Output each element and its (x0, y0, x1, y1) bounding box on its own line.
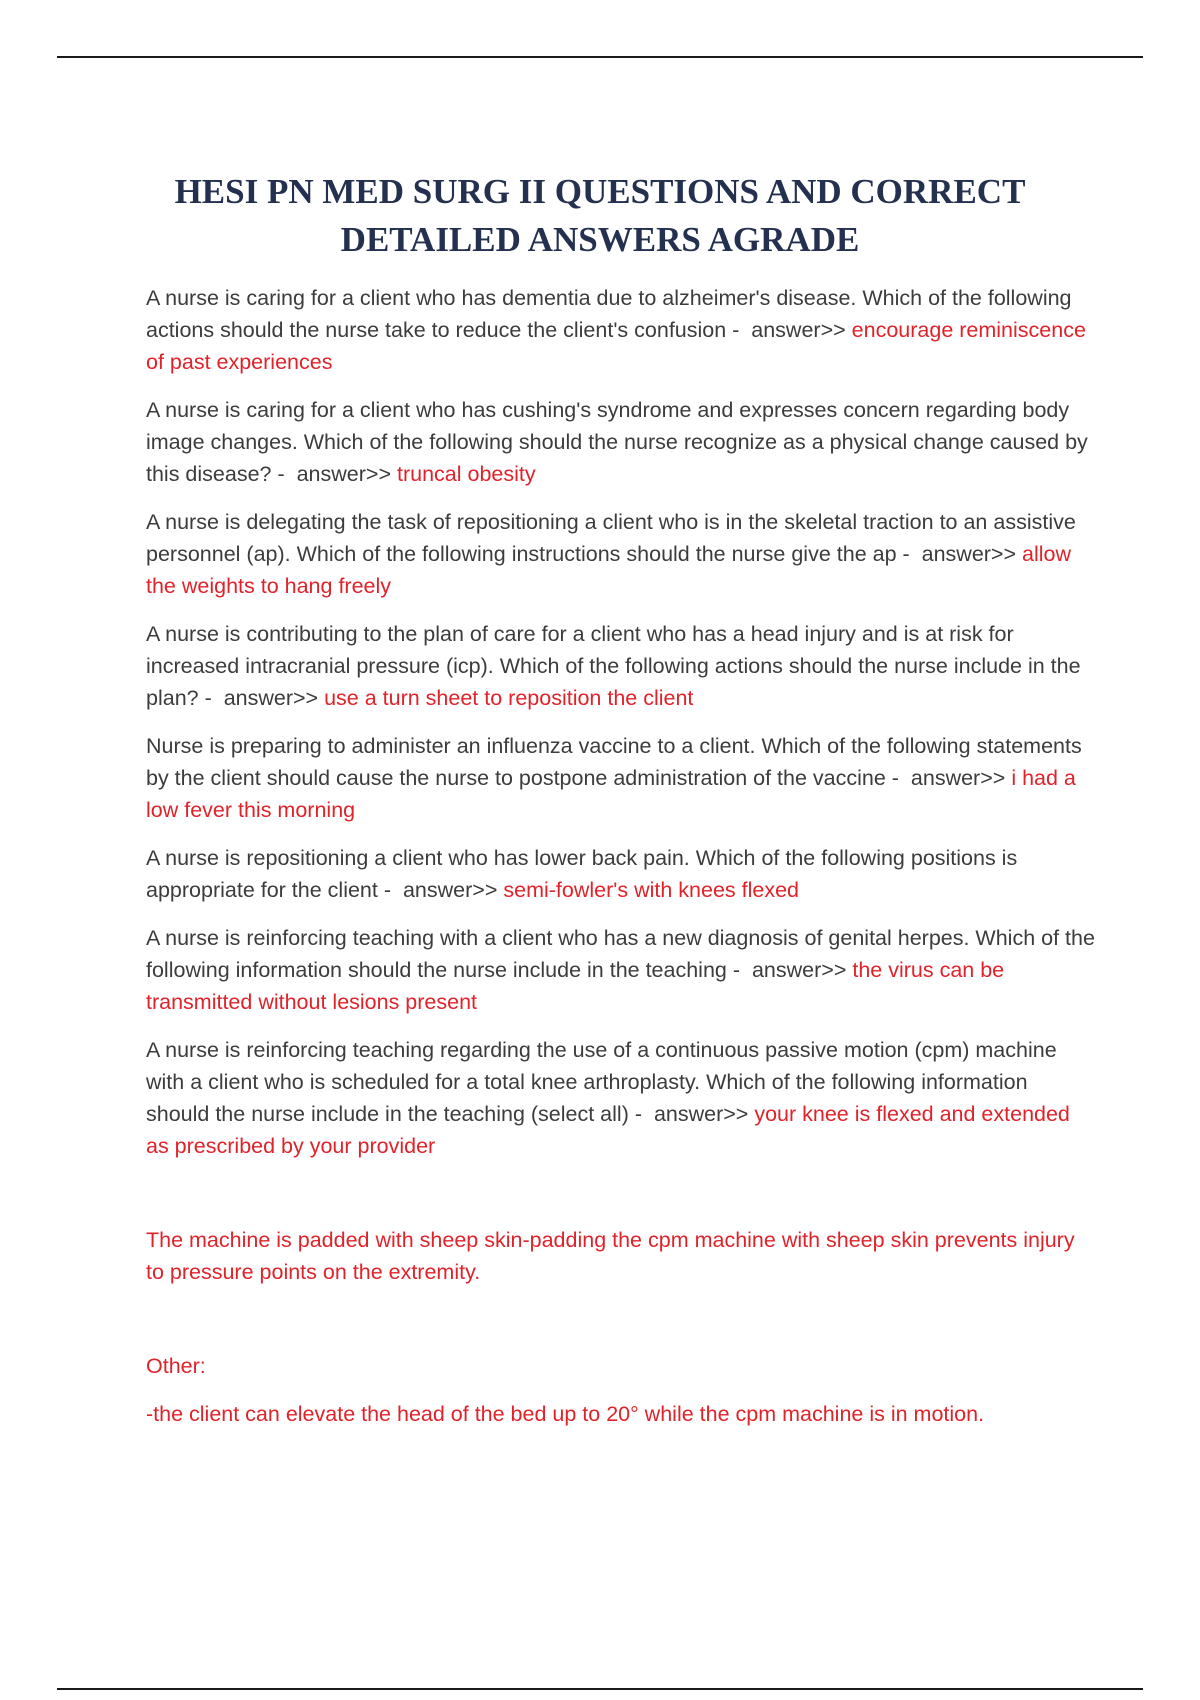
other-label: Other: (146, 1354, 206, 1378)
qa-item-1 (146, 282, 1096, 378)
qa-item-8 (146, 1034, 1096, 1162)
question-text: A nurse is caring for a client who has cushing's syndrome and expresses concern regarding body image changes. Which of the following should the nurse recognize as a physical change caused by this disease? (146, 398, 1088, 486)
question-text: Nurse is preparing to administer an influenza vaccine to a client. Which of the following statements by the client should cause the nurse to postpone administration of the vaccine (146, 734, 1082, 790)
answer-text: the virus can be transmitted without lesions present (146, 958, 1005, 1014)
answer-marker: - answer>> (885, 766, 1012, 790)
answer-marker: - answer>> (628, 1102, 755, 1126)
qa-item-7 (146, 922, 1096, 1018)
answer-marker: - answer>> (198, 686, 325, 710)
answer-text: allow the weights to hang freely (146, 542, 1072, 598)
question-text: A nurse is contributing to the plan of care for a client who has a head injury and is at risk for increased intracranial pressure (icp). Which of the following actions should the nurse include in the plan? (146, 622, 1081, 710)
answer-text: your knee is flexed and extended as prescribed by your provider (146, 1102, 1070, 1158)
answer-text: semi-fowler's with knees flexed (503, 878, 800, 902)
answer-text: use a turn sheet to reposition the client (324, 686, 694, 710)
qa-item-3 (146, 506, 1096, 602)
question-text: A nurse is delegating the task of repositioning a client who is in the skeletal traction to an assistive personnel (ap). Which of the following instructions should the nurse give the ap (146, 510, 1076, 566)
answer-text: encourage reminiscence of past experiences (146, 318, 1086, 374)
qa-item-2 (146, 394, 1096, 490)
page-title: HESI PN MED SURG II QUESTIONS AND CORRECT DETAILED ANSWERS AGRADE (174, 172, 1026, 259)
answer-marker: - answer>> (726, 318, 852, 342)
qa-item-4 (146, 618, 1096, 714)
document-body (146, 282, 1096, 1430)
qa-item-5 (146, 730, 1096, 826)
question-text: A nurse is repositioning a client who has lower back pain. Which of the following positions is appropriate for the client (146, 846, 1018, 902)
answer-text: i had a low fever this morning (146, 766, 1076, 822)
qa-item-6 (146, 842, 1096, 906)
answer-marker: - answer>> (896, 542, 1023, 566)
machine-padding-note: The machine is padded with sheep skin-padding the cpm machine with sheep skin prevents injury to pressure points on the extremity. (146, 1228, 1075, 1284)
question-text: A nurse is reinforcing teaching with a client who has a new diagnosis of genital herpes. Which of the following information should the nurse include in the teaching (146, 926, 1095, 982)
answer-marker: - answer>> (271, 462, 397, 486)
question-text: A nurse is caring for a client who has dementia due to alzheimer's disease. Which of the following actions should the nurse take to reduce the client's confusion (146, 286, 1072, 342)
question-text: A nurse is reinforcing teaching regarding the use of a continuous passive motion (cpm) machine with a client who is scheduled for a total knee arthroplasty. Which of the following information should the nurse include in the teaching (select all) (146, 1038, 1057, 1126)
answer-marker: - answer>> (377, 878, 504, 902)
bottom-divider (57, 1688, 1143, 1690)
other-item: -the client can elevate the head of the bed up to 20° while the cpm machine is in motion. (146, 1402, 985, 1426)
top-divider (57, 56, 1143, 58)
answer-marker: - answer>> (726, 958, 853, 982)
answer-text: truncal obesity (396, 462, 536, 486)
